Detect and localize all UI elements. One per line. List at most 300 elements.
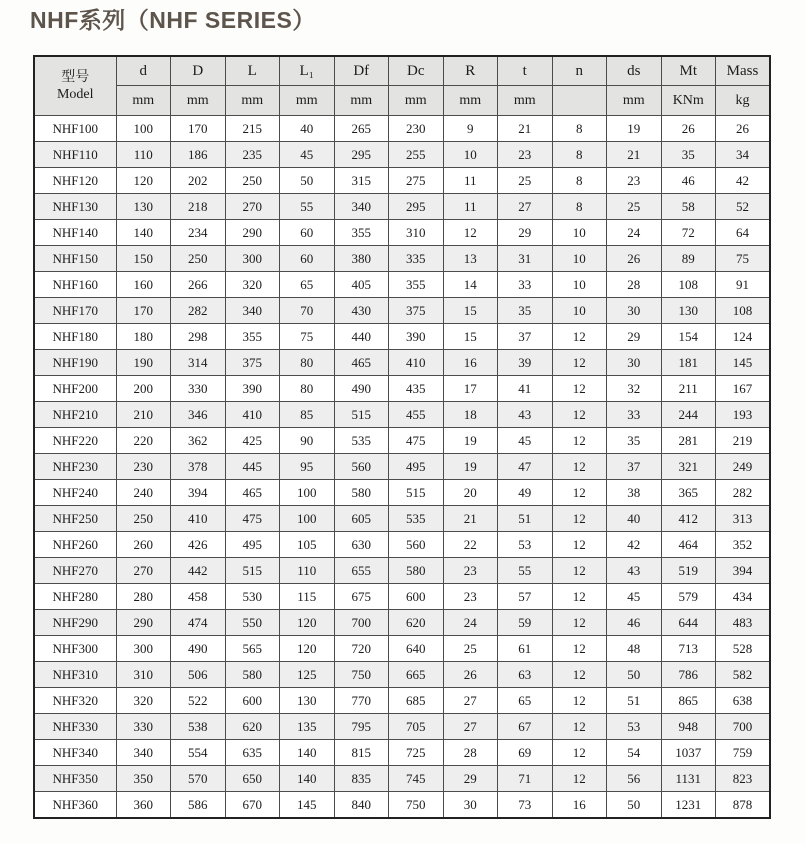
column-symbol-2: L (225, 56, 280, 86)
column-unit-4: mm (334, 86, 389, 116)
value-cell: 46 (661, 168, 716, 194)
value-cell: 12 (552, 532, 607, 558)
value-cell: 759 (716, 740, 771, 766)
value-cell: 230 (116, 454, 171, 480)
model-cell: NHF240 (34, 480, 116, 506)
nhf-series-table (33, 55, 771, 819)
value-cell: 12 (552, 662, 607, 688)
value-cell: 23 (443, 584, 498, 610)
model-header-en: Model (56, 87, 94, 102)
value-cell: 60 (280, 246, 335, 272)
value-cell: 8 (552, 194, 607, 220)
value-cell: 586 (171, 792, 226, 819)
value-cell: 72 (661, 220, 716, 246)
column-unit-7: mm (498, 86, 553, 116)
value-cell: 550 (225, 610, 280, 636)
value-cell: 865 (661, 688, 716, 714)
value-cell: 58 (661, 194, 716, 220)
value-cell: 219 (716, 428, 771, 454)
value-cell: 240 (116, 480, 171, 506)
table-row (34, 532, 770, 558)
value-cell: 50 (607, 662, 662, 688)
value-cell: 140 (116, 220, 171, 246)
value-cell: 89 (661, 246, 716, 272)
value-cell: 700 (334, 610, 389, 636)
value-cell: 230 (389, 116, 444, 142)
value-cell: 43 (607, 558, 662, 584)
value-cell: 560 (334, 454, 389, 480)
value-cell: 25 (498, 168, 553, 194)
value-cell: 378 (171, 454, 226, 480)
value-cell: 249 (716, 454, 771, 480)
value-cell: 519 (661, 558, 716, 584)
value-cell: 375 (225, 350, 280, 376)
value-cell: 200 (116, 376, 171, 402)
value-cell: 48 (607, 636, 662, 662)
table-row (34, 766, 770, 792)
value-cell: 275 (389, 168, 444, 194)
value-cell: 25 (607, 194, 662, 220)
column-symbol-5: Dc (389, 56, 444, 86)
value-cell: 110 (116, 142, 171, 168)
value-cell: 12 (552, 324, 607, 350)
value-cell: 235 (225, 142, 280, 168)
value-cell: 29 (498, 220, 553, 246)
value-cell: 298 (171, 324, 226, 350)
column-symbol-0: d (116, 56, 171, 86)
value-cell: 434 (716, 584, 771, 610)
table-row (34, 636, 770, 662)
value-cell: 823 (716, 766, 771, 792)
model-cell: NHF290 (34, 610, 116, 636)
model-column-header (34, 56, 116, 116)
value-cell: 130 (280, 688, 335, 714)
value-cell: 655 (334, 558, 389, 584)
value-cell: 570 (171, 766, 226, 792)
value-cell: 80 (280, 350, 335, 376)
value-cell: 10 (552, 246, 607, 272)
value-cell: 282 (716, 480, 771, 506)
value-cell: 1231 (661, 792, 716, 819)
value-cell: 675 (334, 584, 389, 610)
value-cell: 522 (171, 688, 226, 714)
value-cell: 580 (389, 558, 444, 584)
value-cell: 28 (443, 740, 498, 766)
value-cell: 53 (498, 532, 553, 558)
value-cell: 53 (607, 714, 662, 740)
value-cell: 51 (498, 506, 553, 532)
value-cell: 35 (498, 298, 553, 324)
value-cell: 475 (389, 428, 444, 454)
value-cell: 57 (498, 584, 553, 610)
value-cell: 181 (661, 350, 716, 376)
table-row (34, 246, 770, 272)
value-cell: 125 (280, 662, 335, 688)
column-unit-10: KNm (661, 86, 716, 116)
value-cell: 23 (607, 168, 662, 194)
value-cell: 12 (552, 506, 607, 532)
value-cell: 713 (661, 636, 716, 662)
value-cell: 55 (280, 194, 335, 220)
value-cell: 22 (443, 532, 498, 558)
value-cell: 130 (661, 298, 716, 324)
value-cell: 474 (171, 610, 226, 636)
column-unit-0: mm (116, 86, 171, 116)
value-cell: 355 (334, 220, 389, 246)
value-cell: 265 (334, 116, 389, 142)
value-cell: 16 (552, 792, 607, 819)
value-cell: 300 (225, 246, 280, 272)
value-cell: 43 (498, 402, 553, 428)
model-cell: NHF360 (34, 792, 116, 819)
value-cell: 26 (716, 116, 771, 142)
value-cell: 12 (552, 454, 607, 480)
value-cell: 120 (280, 636, 335, 662)
value-cell: 15 (443, 298, 498, 324)
table-row (34, 662, 770, 688)
column-unit-3: mm (280, 86, 335, 116)
value-cell: 60 (280, 220, 335, 246)
value-cell: 8 (552, 116, 607, 142)
value-cell: 100 (280, 506, 335, 532)
value-cell: 705 (389, 714, 444, 740)
value-cell: 29 (607, 324, 662, 350)
value-cell: 313 (716, 506, 771, 532)
model-cell: NHF110 (34, 142, 116, 168)
value-cell: 41 (498, 376, 553, 402)
value-cell: 21 (443, 506, 498, 532)
value-cell: 1037 (661, 740, 716, 766)
value-cell: 108 (661, 272, 716, 298)
value-cell: 290 (116, 610, 171, 636)
table-row (34, 220, 770, 246)
value-cell: 330 (171, 376, 226, 402)
model-cell: NHF220 (34, 428, 116, 454)
value-cell: 445 (225, 454, 280, 480)
value-cell: 244 (661, 402, 716, 428)
value-cell: 61 (498, 636, 553, 662)
value-cell: 483 (716, 610, 771, 636)
value-cell: 410 (225, 402, 280, 428)
value-cell: 394 (716, 558, 771, 584)
value-cell: 310 (389, 220, 444, 246)
value-cell: 330 (116, 714, 171, 740)
model-cell: NHF300 (34, 636, 116, 662)
value-cell: 490 (171, 636, 226, 662)
value-cell: 600 (225, 688, 280, 714)
model-cell: NHF130 (34, 194, 116, 220)
value-cell: 19 (607, 116, 662, 142)
value-cell: 50 (607, 792, 662, 819)
value-cell: 50 (280, 168, 335, 194)
value-cell: 321 (661, 454, 716, 480)
model-cell: NHF280 (34, 584, 116, 610)
value-cell: 9 (443, 116, 498, 142)
value-cell: 410 (389, 350, 444, 376)
value-cell: 40 (607, 506, 662, 532)
table-header (34, 56, 770, 116)
value-cell: 530 (225, 584, 280, 610)
value-cell: 281 (661, 428, 716, 454)
column-symbol-9: ds (607, 56, 662, 86)
value-cell: 24 (443, 610, 498, 636)
value-cell: 35 (607, 428, 662, 454)
column-symbol-3: L₁ (280, 56, 335, 86)
table-row (34, 402, 770, 428)
model-cell: NHF190 (34, 350, 116, 376)
value-cell: 85 (280, 402, 335, 428)
value-cell: 110 (280, 558, 335, 584)
value-cell: 27 (443, 714, 498, 740)
value-cell: 40 (280, 116, 335, 142)
value-cell: 30 (607, 298, 662, 324)
value-cell: 56 (607, 766, 662, 792)
value-cell: 515 (334, 402, 389, 428)
value-cell: 20 (443, 480, 498, 506)
value-cell: 635 (225, 740, 280, 766)
column-symbol-11: Mass (716, 56, 771, 86)
value-cell: 47 (498, 454, 553, 480)
value-cell: 186 (171, 142, 226, 168)
value-cell: 90 (280, 428, 335, 454)
value-cell: 32 (607, 376, 662, 402)
value-cell: 12 (552, 610, 607, 636)
value-cell: 52 (716, 194, 771, 220)
value-cell: 29 (443, 766, 498, 792)
value-cell: 13 (443, 246, 498, 272)
value-cell: 120 (116, 168, 171, 194)
value-cell: 750 (389, 792, 444, 819)
value-cell: 255 (389, 142, 444, 168)
model-cell: NHF310 (34, 662, 116, 688)
value-cell: 64 (716, 220, 771, 246)
value-cell: 140 (280, 766, 335, 792)
value-cell: 12 (552, 688, 607, 714)
column-unit-8 (552, 86, 607, 116)
value-cell: 266 (171, 272, 226, 298)
value-cell: 282 (171, 298, 226, 324)
value-cell: 31 (498, 246, 553, 272)
column-symbol-7: t (498, 56, 553, 86)
value-cell: 440 (334, 324, 389, 350)
value-cell: 11 (443, 168, 498, 194)
value-cell: 28 (607, 272, 662, 298)
model-cell: NHF170 (34, 298, 116, 324)
value-cell: 630 (334, 532, 389, 558)
value-cell: 310 (116, 662, 171, 688)
value-cell: 300 (116, 636, 171, 662)
model-cell: NHF260 (34, 532, 116, 558)
model-cell: NHF270 (34, 558, 116, 584)
value-cell: 54 (607, 740, 662, 766)
value-cell: 105 (280, 532, 335, 558)
value-cell: 464 (661, 532, 716, 558)
value-cell: 535 (334, 428, 389, 454)
value-cell: 167 (716, 376, 771, 402)
value-cell: 65 (280, 272, 335, 298)
value-cell: 580 (225, 662, 280, 688)
value-cell: 394 (171, 480, 226, 506)
value-cell: 495 (389, 454, 444, 480)
value-cell: 340 (334, 194, 389, 220)
value-cell: 211 (661, 376, 716, 402)
column-symbol-8: n (552, 56, 607, 86)
value-cell: 46 (607, 610, 662, 636)
page-title: NHF系列（NHF SERIES） (30, 7, 316, 33)
value-cell: 26 (443, 662, 498, 688)
value-cell: 70 (280, 298, 335, 324)
value-cell: 515 (225, 558, 280, 584)
value-cell: 335 (389, 246, 444, 272)
value-cell: 135 (280, 714, 335, 740)
value-cell: 10 (552, 220, 607, 246)
value-cell: 375 (389, 298, 444, 324)
value-cell: 620 (225, 714, 280, 740)
column-symbol-1: D (171, 56, 226, 86)
table-row (34, 740, 770, 766)
table-row (34, 168, 770, 194)
column-unit-6: mm (443, 86, 498, 116)
value-cell: 67 (498, 714, 553, 740)
value-cell: 49 (498, 480, 553, 506)
table-row (34, 584, 770, 610)
value-cell: 170 (116, 298, 171, 324)
value-cell: 18 (443, 402, 498, 428)
value-cell: 535 (389, 506, 444, 532)
table-row (34, 376, 770, 402)
column-symbol-10: Mt (661, 56, 716, 86)
table-row (34, 480, 770, 506)
table-row (34, 324, 770, 350)
value-cell: 19 (443, 428, 498, 454)
model-cell: NHF250 (34, 506, 116, 532)
value-cell: 1131 (661, 766, 716, 792)
model-cell: NHF150 (34, 246, 116, 272)
value-cell: 220 (116, 428, 171, 454)
value-cell: 8 (552, 168, 607, 194)
value-cell: 770 (334, 688, 389, 714)
value-cell: 234 (171, 220, 226, 246)
value-cell: 12 (552, 402, 607, 428)
value-cell: 12 (552, 350, 607, 376)
model-cell: NHF140 (34, 220, 116, 246)
model-cell: NHF330 (34, 714, 116, 740)
model-cell: NHF210 (34, 402, 116, 428)
model-cell: NHF340 (34, 740, 116, 766)
value-cell: 700 (716, 714, 771, 740)
value-cell: 45 (498, 428, 553, 454)
value-cell: 250 (171, 246, 226, 272)
value-cell: 250 (225, 168, 280, 194)
value-cell: 42 (607, 532, 662, 558)
value-cell: 720 (334, 636, 389, 662)
value-cell: 19 (443, 454, 498, 480)
value-cell: 840 (334, 792, 389, 819)
value-cell: 435 (389, 376, 444, 402)
value-cell: 25 (443, 636, 498, 662)
value-cell: 786 (661, 662, 716, 688)
value-cell: 528 (716, 636, 771, 662)
value-cell: 24 (607, 220, 662, 246)
value-cell: 26 (661, 116, 716, 142)
value-cell: 30 (607, 350, 662, 376)
value-cell: 390 (225, 376, 280, 402)
value-cell: 140 (280, 740, 335, 766)
value-cell: 23 (443, 558, 498, 584)
value-cell: 12 (552, 584, 607, 610)
value-cell: 465 (225, 480, 280, 506)
value-cell: 21 (498, 116, 553, 142)
value-cell: 725 (389, 740, 444, 766)
model-cell: NHF350 (34, 766, 116, 792)
value-cell: 355 (225, 324, 280, 350)
table-row (34, 610, 770, 636)
value-cell: 390 (389, 324, 444, 350)
column-unit-9: mm (607, 86, 662, 116)
value-cell: 795 (334, 714, 389, 740)
table-row (34, 350, 770, 376)
value-cell: 815 (334, 740, 389, 766)
value-cell: 835 (334, 766, 389, 792)
value-cell: 442 (171, 558, 226, 584)
value-cell: 340 (116, 740, 171, 766)
value-cell: 685 (389, 688, 444, 714)
value-cell: 75 (716, 246, 771, 272)
value-cell: 10 (552, 272, 607, 298)
value-cell: 55 (498, 558, 553, 584)
table-row (34, 298, 770, 324)
value-cell: 21 (607, 142, 662, 168)
model-cell: NHF200 (34, 376, 116, 402)
value-cell: 12 (552, 480, 607, 506)
value-cell: 145 (280, 792, 335, 819)
table-row (34, 558, 770, 584)
value-cell: 410 (171, 506, 226, 532)
value-cell: 12 (552, 636, 607, 662)
value-cell: 495 (225, 532, 280, 558)
column-symbol-6: R (443, 56, 498, 86)
value-cell: 579 (661, 584, 716, 610)
value-cell: 34 (716, 142, 771, 168)
table-row (34, 142, 770, 168)
value-cell: 270 (225, 194, 280, 220)
value-cell: 350 (116, 766, 171, 792)
unit-row (34, 86, 770, 116)
value-cell: 490 (334, 376, 389, 402)
value-cell: 320 (225, 272, 280, 298)
column-symbol-4: Df (334, 56, 389, 86)
value-cell: 27 (443, 688, 498, 714)
value-cell: 35 (661, 142, 716, 168)
value-cell: 582 (716, 662, 771, 688)
value-cell: 12 (443, 220, 498, 246)
value-cell: 218 (171, 194, 226, 220)
value-cell: 270 (116, 558, 171, 584)
value-cell: 33 (498, 272, 553, 298)
value-cell: 160 (116, 272, 171, 298)
value-cell: 71 (498, 766, 553, 792)
table-row (34, 272, 770, 298)
value-cell: 948 (661, 714, 716, 740)
value-cell: 30 (443, 792, 498, 819)
value-cell: 37 (498, 324, 553, 350)
value-cell: 150 (116, 246, 171, 272)
model-cell: NHF160 (34, 272, 116, 298)
value-cell: 108 (716, 298, 771, 324)
value-cell: 27 (498, 194, 553, 220)
table-row (34, 428, 770, 454)
value-cell: 600 (389, 584, 444, 610)
